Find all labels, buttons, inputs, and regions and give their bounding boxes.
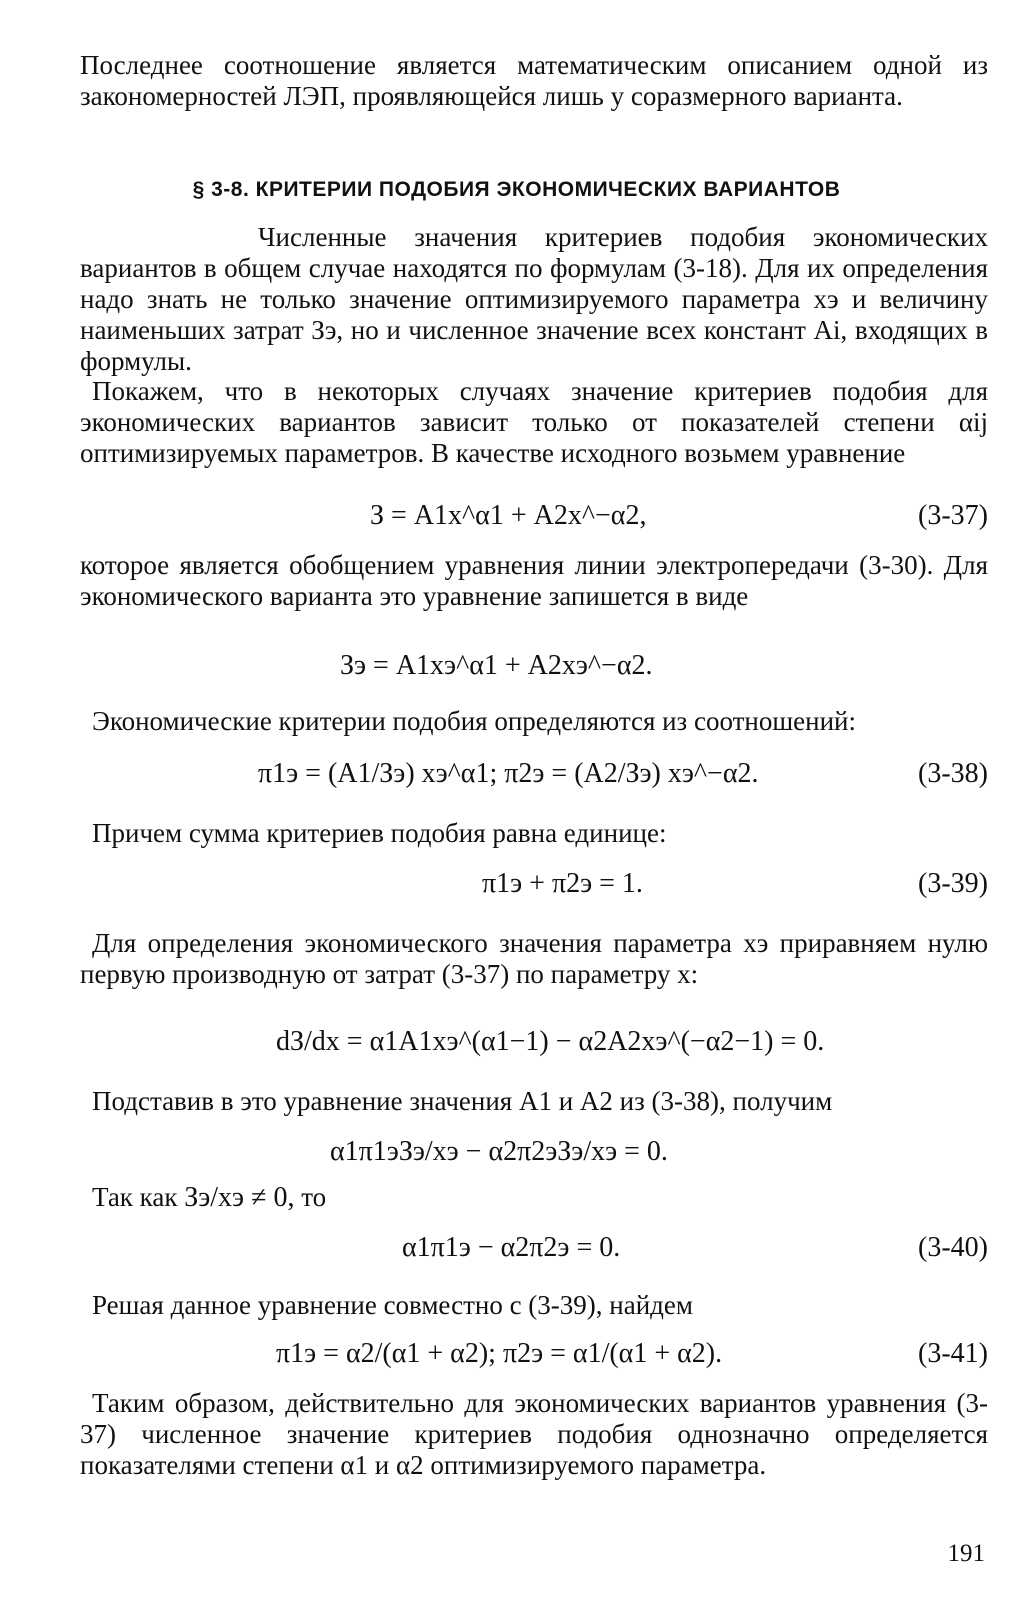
paragraph-4: [80, 706, 988, 737]
equation-derivative: [80, 1026, 988, 1062]
paragraph-2-text: Покажем, что в некоторых случаях значение критериев подобия для экономических вариантов зависит только от показателей степени αij оптимизируемых параметров. В качестве исходного возьмем уравнение: [80, 376, 988, 468]
paragraph-3: [80, 550, 988, 612]
inline-inequality: Зэ/xэ ≠ 0,: [184, 1182, 295, 1213]
equation-3-40: [80, 1232, 988, 1268]
paragraph-8-lead: Так как: [92, 1182, 178, 1212]
paragraph-8-tail: то: [301, 1182, 327, 1212]
equation-3-39-number: (3-39): [918, 868, 988, 899]
paragraph-intro: [80, 50, 988, 112]
paragraph-1-text: Численные значения критериев подобия экономических вариантов в общем случае находятся по формулам (3-18). Для их определения надо знать не только значение оптимизируемого параметра xэ и величину наименьших затрат Зэ, но и численное значение всех констант Ai, входящих в формулы.: [80, 222, 988, 376]
equation-derivative-formula: dЗ/dx = α1A1xэ^(α1−1) − α2A2xэ^(−α2−1) = 0.: [276, 1026, 825, 1057]
section-heading: § 3-8. КРИТЕРИИ ПОДОБИЯ ЭКОНОМИЧЕСКИХ ВАРИАНТОВ: [192, 178, 841, 201]
equation-economic-formula: Зэ = A1xэ^α1 + A2xэ^−α2.: [340, 650, 653, 681]
equation-3-38-formula: π1э = (A1/Зэ) xэ^α1; π2э = (A2/Зэ) xэ^−α2.: [258, 758, 759, 789]
paragraph-6: [80, 928, 988, 990]
paragraph-4-text: Экономические критерии подобия определяются из соотношений:: [92, 706, 856, 736]
paragraph-3-text: которое является обобщением уравнения линии электропередачи (3-30). Для экономического варианта это уравнение запишется в виде: [80, 550, 988, 611]
equation-3-40-number: (3-40): [918, 1232, 988, 1263]
paragraph-intro-text: Последнее соотношение является математическим описанием одной из закономерностей ЛЭП, проявляющейся лишь у соразмерного варианта.: [80, 50, 988, 111]
equation-3-37-formula: З = A1x^α1 + A2x^−α2,: [370, 500, 647, 531]
equation-substituted: [80, 1136, 988, 1172]
equation-3-41-formula: π1э = α2/(α1 + α2); π2э = α1/(α1 + α2).: [276, 1338, 723, 1369]
paragraph-9-text: Решая данное уравнение совместно с (3-39), найдем: [92, 1290, 693, 1320]
paragraph-7-text: Подставив в это уравнение значения A1 и A2 из (3-38), получим: [92, 1086, 833, 1116]
paragraph-1: [80, 222, 988, 377]
equation-3-41-number: (3-41): [918, 1338, 988, 1369]
paragraph-10-text: Таким образом, действительно для экономических вариантов уравнения (3-37) численное значение критериев подобия однозначно определяется показателями степени α1 и α2 оптимизируемого параметра.: [80, 1388, 988, 1480]
paragraph-7: [80, 1086, 988, 1117]
equation-3-39-formula: π1э + π2э = 1.: [482, 868, 643, 899]
equation-3-37: [80, 500, 988, 536]
paragraph-2: [80, 376, 988, 469]
equation-economic: [80, 650, 988, 686]
equation-3-41: [80, 1338, 988, 1374]
paragraph-5-text: Причем сумма критериев подобия равна единице:: [92, 818, 667, 848]
equation-3-38: [80, 758, 988, 794]
equation-3-37-number: (3-37): [918, 500, 988, 531]
paragraph-8: [80, 1182, 988, 1213]
paragraph-10: [80, 1388, 988, 1481]
page-number: 191: [947, 1540, 985, 1567]
equation-3-39: [80, 868, 988, 904]
paragraph-6-text: Для определения экономического значения параметра xэ приравняем нулю первую производную от затрат (3-37) по параметру x:: [80, 928, 988, 989]
paragraph-9: [80, 1290, 988, 1321]
equation-3-40-formula: α1π1э − α2π2э = 0.: [402, 1232, 621, 1263]
equation-substituted-formula: α1π1эЗэ/xэ − α2π2эЗэ/xэ = 0.: [330, 1136, 668, 1167]
paragraph-5: [80, 818, 988, 849]
equation-3-38-number: (3-38): [918, 758, 988, 789]
